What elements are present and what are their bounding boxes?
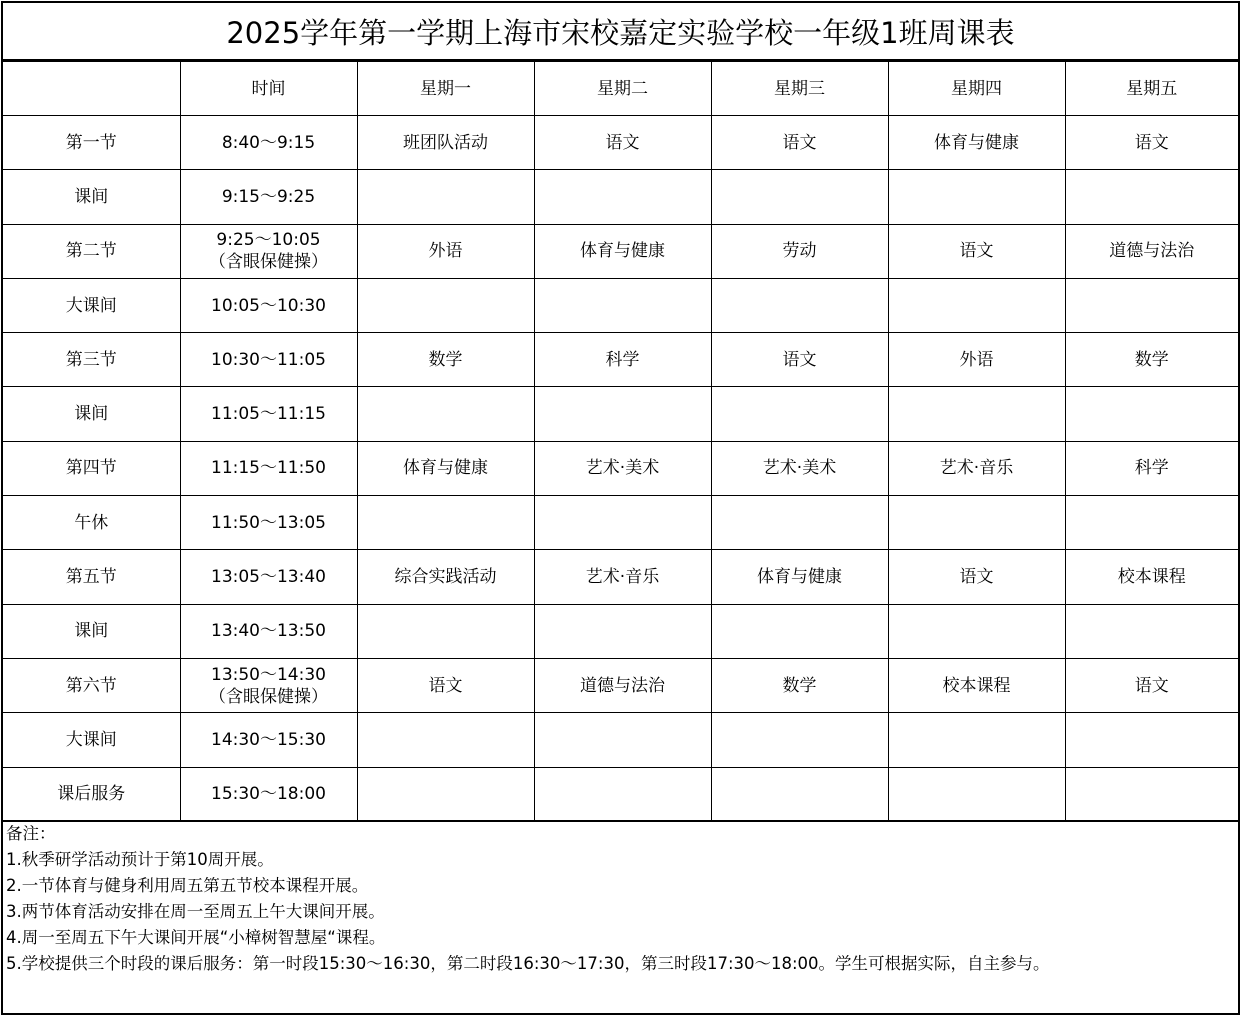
subject-cell <box>534 496 711 550</box>
period-label: 第五节 <box>3 550 180 604</box>
subject-cell: 语文 <box>711 333 888 387</box>
subject-cell: 体育与健康 <box>711 550 888 604</box>
subject-cell <box>357 767 534 821</box>
subject-cell <box>711 713 888 767</box>
subject-cell <box>888 713 1065 767</box>
subject-cell <box>711 767 888 821</box>
period-time <box>180 604 357 658</box>
notes-section <box>3 821 1238 977</box>
subject-cell: 科学 <box>534 333 711 387</box>
subject-cell <box>357 713 534 767</box>
subject-cell: 道德与法治 <box>1065 224 1238 278</box>
subject-cell <box>888 170 1065 224</box>
subject-cell: 数学 <box>1065 333 1238 387</box>
period-time <box>180 496 357 550</box>
note-item: 4.周一至周五下午大课间开展“小樟树智慧屋“课程。 <box>6 928 386 947</box>
period-label: 大课间 <box>3 278 180 332</box>
table-row <box>3 387 1238 441</box>
header-wednesday: 星期三 <box>711 62 888 116</box>
period-label: 课间 <box>3 170 180 224</box>
subject-cell <box>1065 713 1238 767</box>
time-range: 10:05～10:30 <box>211 295 326 316</box>
subject-cell: 体育与健康 <box>534 224 711 278</box>
page-title: 2025学年第一学期上海市宋校嘉定实验学校一年级1班周课表 <box>3 3 1238 61</box>
note-item: 1.秋季研学活动预计于第10周开展。 <box>6 850 274 869</box>
subject-cell <box>357 278 534 332</box>
subject-cell: 外语 <box>888 333 1065 387</box>
subject-cell <box>357 604 534 658</box>
subject-cell: 语文 <box>888 550 1065 604</box>
subject-cell <box>1065 496 1238 550</box>
subject-cell <box>1065 278 1238 332</box>
subject-cell: 数学 <box>711 658 888 712</box>
time-range: 10:30～11:05 <box>211 349 326 370</box>
subject-cell: 语文 <box>1065 116 1238 170</box>
subject-cell: 劳动 <box>711 224 888 278</box>
time-note: （含眼保健操） <box>209 686 328 707</box>
subject-cell: 校本课程 <box>1065 550 1238 604</box>
time-range: 8:40～9:15 <box>221 132 316 153</box>
table-row <box>3 767 1238 821</box>
period-time <box>180 550 357 604</box>
subject-cell: 语文 <box>888 224 1065 278</box>
subject-cell <box>888 767 1065 821</box>
subject-cell <box>534 278 711 332</box>
subject-cell <box>711 604 888 658</box>
subject-cell: 语文 <box>711 116 888 170</box>
period-label: 大课间 <box>3 713 180 767</box>
subject-cell: 语文 <box>534 116 711 170</box>
subject-cell <box>711 496 888 550</box>
table-row <box>3 604 1238 658</box>
period-time <box>180 278 357 332</box>
subject-cell <box>357 170 534 224</box>
subject-cell <box>1065 387 1238 441</box>
time-range: 13:05～13:40 <box>211 567 326 588</box>
period-time <box>180 224 357 278</box>
period-label: 课间 <box>3 604 180 658</box>
period-label: 第二节 <box>3 224 180 278</box>
subject-cell <box>888 387 1065 441</box>
time-range: 11:50～13:05 <box>211 512 326 533</box>
subject-cell: 艺术·美术 <box>711 441 888 495</box>
subject-cell <box>711 278 888 332</box>
period-time <box>180 170 357 224</box>
period-time <box>180 387 357 441</box>
table-row <box>3 333 1238 387</box>
subject-cell <box>1065 604 1238 658</box>
period-time <box>180 333 357 387</box>
subject-cell: 体育与健康 <box>357 441 534 495</box>
table-row <box>3 550 1238 604</box>
table-row <box>3 224 1238 278</box>
subject-cell: 外语 <box>357 224 534 278</box>
subject-cell <box>1065 767 1238 821</box>
table-row <box>3 170 1238 224</box>
period-label: 课后服务 <box>3 767 180 821</box>
subject-cell: 综合实践活动 <box>357 550 534 604</box>
time-note: （含眼保健操） <box>209 252 328 273</box>
period-label: 第四节 <box>3 441 180 495</box>
subject-cell: 艺术·音乐 <box>534 550 711 604</box>
subject-cell <box>534 767 711 821</box>
subject-cell: 班团队活动 <box>357 116 534 170</box>
subject-cell: 艺术·美术 <box>534 441 711 495</box>
subject-cell <box>357 387 534 441</box>
time-range: 9:25～10:05 <box>216 230 321 251</box>
period-time <box>180 116 357 170</box>
subject-cell: 道德与法治 <box>534 658 711 712</box>
header-row <box>3 62 1238 116</box>
period-label: 第六节 <box>3 658 180 712</box>
subject-cell <box>888 278 1065 332</box>
time-range: 15:30～18:00 <box>211 783 326 804</box>
time-range: 11:15～11:50 <box>211 458 326 479</box>
time-range: 13:40～13:50 <box>211 621 326 642</box>
subject-cell <box>534 604 711 658</box>
subject-cell <box>888 604 1065 658</box>
timetable-sheet <box>1 1 1240 1015</box>
subject-cell <box>534 387 711 441</box>
period-label: 第一节 <box>3 116 180 170</box>
table-row <box>3 496 1238 550</box>
table-row <box>3 116 1238 170</box>
subject-cell <box>357 496 534 550</box>
period-label: 午休 <box>3 496 180 550</box>
period-time <box>180 767 357 821</box>
subject-cell: 体育与健康 <box>888 116 1065 170</box>
subject-cell <box>534 713 711 767</box>
timetable <box>3 61 1238 822</box>
subject-cell: 艺术·音乐 <box>888 441 1065 495</box>
table-row <box>3 658 1238 712</box>
subject-cell: 语文 <box>357 658 534 712</box>
subject-cell: 校本课程 <box>888 658 1065 712</box>
table-row <box>3 713 1238 767</box>
header-friday: 星期五 <box>1065 62 1238 116</box>
subject-cell: 语文 <box>1065 658 1238 712</box>
table-row <box>3 278 1238 332</box>
period-time <box>180 441 357 495</box>
note-item: 2.一节体育与健身利用周五第五节校本课程开展。 <box>6 876 369 895</box>
subject-cell <box>711 387 888 441</box>
header-tuesday: 星期二 <box>534 62 711 116</box>
period-label: 第三节 <box>3 333 180 387</box>
subject-cell <box>534 170 711 224</box>
subject-cell <box>1065 170 1238 224</box>
subject-cell <box>711 170 888 224</box>
subject-cell: 科学 <box>1065 441 1238 495</box>
header-time: 时间 <box>180 62 357 116</box>
time-range: 13:50～14:30 <box>211 664 326 685</box>
period-time <box>180 713 357 767</box>
period-time <box>180 658 357 712</box>
note-item: 5.学校提供三个时段的课后服务：第一时段15:30～16:30，第二时段16:30～17:30，第三时段17:30～18:00。学生可根据实际，自主参与。 <box>6 954 1050 973</box>
table-row <box>3 441 1238 495</box>
header-blank-cell <box>3 62 180 116</box>
time-range: 9:15～9:25 <box>221 186 316 207</box>
time-range: 14:30～15:30 <box>211 729 326 750</box>
subject-cell <box>888 496 1065 550</box>
notes-heading: 备注： <box>6 824 56 843</box>
subject-cell: 数学 <box>357 333 534 387</box>
header-monday: 星期一 <box>357 62 534 116</box>
time-range: 11:05～11:15 <box>211 404 326 425</box>
period-label: 课间 <box>3 387 180 441</box>
note-item: 3.两节体育活动安排在周一至周五上午大课间开展。 <box>6 902 385 921</box>
header-thursday: 星期四 <box>888 62 1065 116</box>
